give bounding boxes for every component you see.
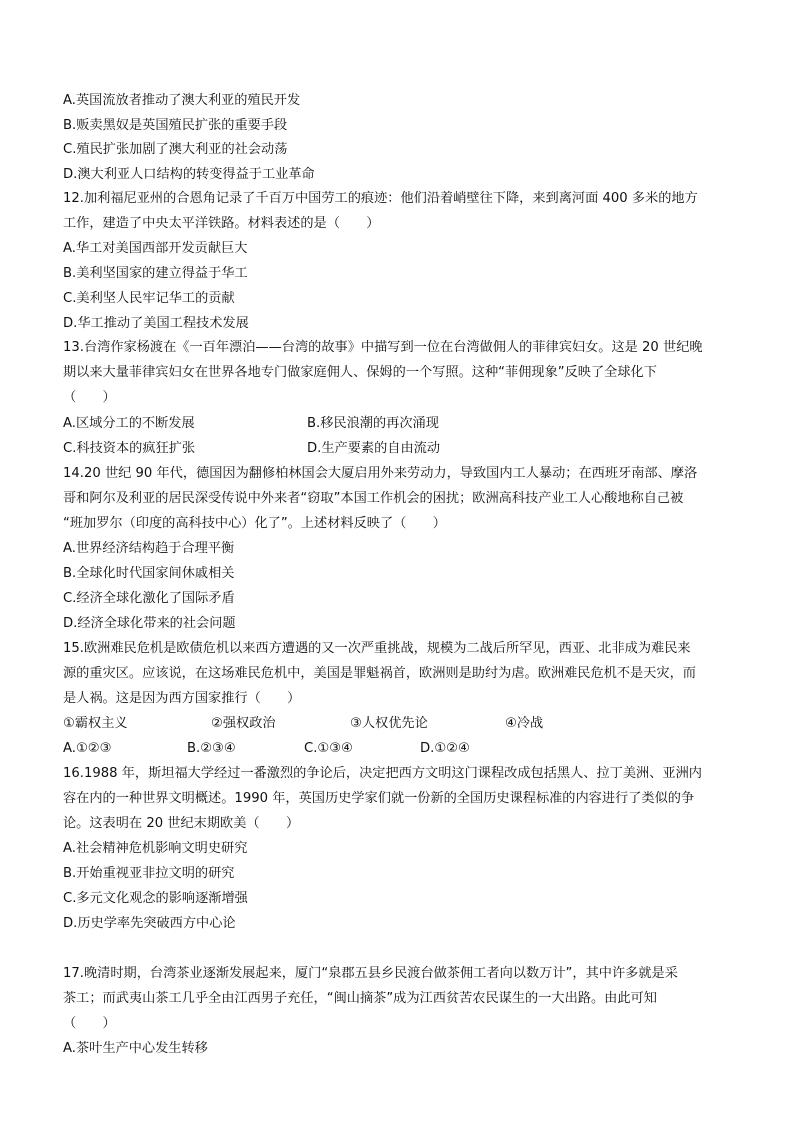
q12-option-b: B.美利坚国家的建立得益于华工 [63,266,248,281]
q14-option-d: D.经济全球化带来的社会问题 [63,616,236,631]
q12-option-d: D.华工推动了美国工程技术发展 [63,316,249,331]
q16-option-a: A.社会精神危机影响文明史研究 [63,841,248,856]
q15-option-b: B.②③④ [187,741,236,756]
q15-stem-line-2: 源的重灾区。应该说，在这场难民危机中，美国是罪魁祸首，欧洲则是助纣为虐。欧洲难民危机不是天灾，而 [63,666,696,681]
q16-stem-line-1: 16.1988 年，斯坦福大学经过一番激烈的争论后，决定把西方文明这门课程改成包括黑人、拉丁美洲、亚洲内 [63,766,702,781]
q14-option-b: B.全球化时代国家间休戚相关 [63,566,235,581]
q13-stem-line-3: （ ） [63,390,116,405]
q15-stem-line-1: 15.欧洲难民危机是欧债危机以来西方遭遇的又一次严重挑战，规模为二战后所罕见，西亚、北非成为难民来 [63,641,691,656]
q14-option-c: C.经济全球化激化了国际矛盾 [63,591,235,606]
q16-stem-line-2: 容在内的一种世界文明概述。1990 年，英国历史学家们就一份新的全国历史课程标准的内容进行了类似的争 [63,791,695,806]
q11-option-d: D.澳大利亚人口结构的转变得益于工业革命 [63,167,315,182]
q15-option-c: C.①③④ [304,741,353,756]
q16-stem-line-3: 论。这表明在 20 世纪末期欧美（ ） [63,816,300,831]
q11-option-b: B.贩卖黑奴是英国殖民扩张的重要手段 [63,118,288,133]
q12-stem-line-1: 12.加利福尼亚州的合恩角记录了千百万中国劳工的痕迹：他们沿着峭壁往下降，来到离河面 400 多米的地方 [63,191,698,206]
q16-option-b: B.开始重视亚非拉文明的研究 [63,866,235,881]
q13-option-b: B.移民浪潮的再次涌现 [307,416,439,431]
q13-option-d: D.生产要素的自由流动 [307,441,441,456]
q17-stem-line-1: 17.晚清时期，台湾茶业逐渐发展起来，厦门“泉郡五县乡民渡台做茶佣工者向以数万计”，其中许多就是采 [63,966,678,981]
q15-option-d: D.①②④ [420,741,470,756]
q13-option-c: C.科技资本的疯狂扩张 [63,441,196,456]
q14-stem-line-2: 哥和阿尔及利亚的居民深受传说中外来者“窃取”本国工作机会的困扰；欧洲高科技产业工人心酸地称自己被 [63,491,684,506]
q11-option-c: C.殖民扩张加剧了澳大利亚的社会动荡 [63,142,288,157]
q16-option-c: C.多元文化观念的影响逐渐增强 [63,891,248,906]
q14-stem-line-3: “班加罗尔（印度的高科技中心）化了”。上述材料反映了（ ） [63,516,446,531]
q15-item-2: ②强权政治 [211,716,276,731]
q13-stem-line-2: 期以来大量菲律宾妇女在世界各地专门做家庭佣人、保姆的一个写照。这种“菲佣现象”反映了全球化下 [63,365,657,380]
q16-option-d: D.历史学率先突破西方中心论 [63,916,236,931]
q17-stem-line-2: 茶工；而武夷山茶工几乎全由江西男子充任，“闽山摘茶”成为江西贫苦农民谋生的一大出路。由此可知 [63,991,657,1006]
q15-option-a: A.①②③ [63,741,112,756]
q11-option-a: A.英国流放者推动了澳大利亚的殖民开发 [63,93,301,108]
q13-option-a: A.区域分工的不断发展 [63,416,195,431]
q14-stem-line-1: 14.20 世纪 90 年代，德国因为翻修柏林国会大厦启用外来劳动力，导致国内工人暴动；在西班牙南部、摩洛 [63,466,698,481]
q12-option-c: C.美利坚人民牢记华工的贡献 [63,291,235,306]
q15-item-3: ③人权优先论 [350,716,428,731]
q17-option-a: A.茶叶生产中心发生转移 [63,1041,208,1056]
q14-option-a: A.世界经济结构趋于合理平衡 [63,541,235,556]
q15-stem-line-3: 是人祸。这是因为西方国家推行（ ） [63,691,301,706]
q15-item-4: ④冷战 [505,716,544,731]
q12-option-a: A.华工对美国西部开发贡献巨大 [63,241,248,256]
q15-item-1: ①霸权主义 [63,716,128,731]
q13-stem-line-1: 13.台湾作家杨渡在《一百年漂泊——台湾的故事》中描写到一位在台湾做佣人的菲律宾妇女。这是 20 世纪晚 [63,340,703,355]
q12-stem-line-2: 工作，建造了中央太平洋铁路。材料表述的是（ ） [63,216,380,231]
q17-stem-line-3: （ ） [63,1016,116,1031]
